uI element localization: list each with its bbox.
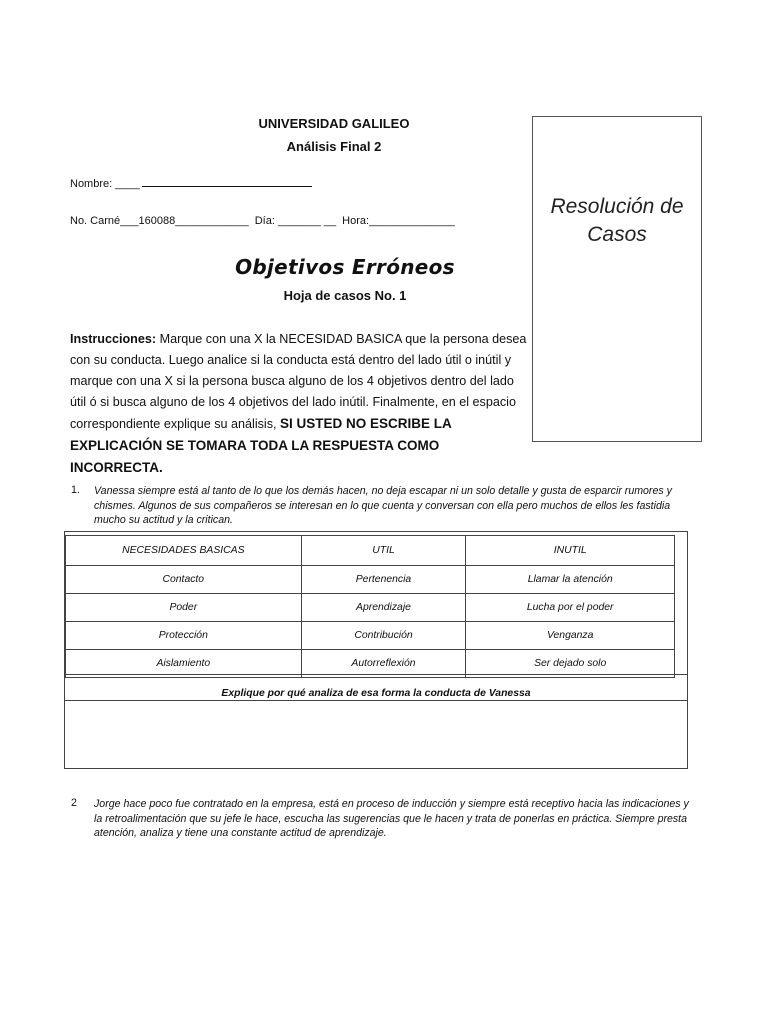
table-cell[interactable]: Aislamiento [66, 650, 302, 678]
column-header-useless: INUTIL [466, 536, 675, 566]
explanation-prompt: Explique por qué analiza de esa forma la conducta de Vanessa [64, 674, 688, 701]
instructions-label: Instrucciones: [70, 332, 157, 346]
table-cell[interactable]: Poder [66, 594, 302, 622]
case-resolution-box [532, 116, 702, 442]
case-1-text: Vanessa siempre está al tanto de lo que los demás hacen, no deja escapar ni un solo detalle y gusta de esparcir rumores y chismes. Algunos de sus compañeros se interesan en lo que cuenta y conversan con ella pero muchos de ellos les fastidia mucho su actitud y la critican. [94, 485, 672, 526]
table-cell[interactable]: Aprendizaje [301, 594, 466, 622]
university-name: UNIVERSIDAD GALILEO [258, 116, 410, 131]
table-cell[interactable]: Autorreflexión [301, 650, 466, 678]
document-subtitle: Hoja de casos No. 1 [283, 288, 407, 303]
student-id-row: No. Carné___160088____________ Día: _______ __ Hora:______________ [70, 215, 455, 227]
name-label: Nombre: ____ [70, 178, 140, 190]
table-cell[interactable]: Contribución [301, 622, 466, 650]
case-2-number: 2 [71, 797, 77, 809]
table-cell[interactable]: Lucha por el poder [466, 594, 675, 622]
column-header-useful: UTIL [301, 536, 466, 566]
table-cell[interactable]: Ser dejado solo [466, 650, 675, 678]
case-resolution-title-line1: Resolución de [550, 195, 684, 218]
case-resolution-title-line2: Casos [587, 223, 647, 246]
name-field-row [70, 177, 312, 190]
instructions-warning: SI USTED NO ESCRIBE LA EXPLICACIÓN SE TOMARA TODA LA RESPUESTA COMO INCORRECTA. [70, 416, 452, 475]
table-cell[interactable]: Protección [66, 622, 302, 650]
table-cell[interactable]: Venganza [466, 622, 675, 650]
needs-table [65, 535, 675, 678]
case-2-text: Jorge hace poco fue contratado en la empresa, está en proceso de inducción y siempre está receptivo hacia las indicaciones y la retroalimentación que su jefe le hace, escucha las sugerencias que le hacen y trata de ponerlas en práctica. Siempre presta atención, analiza y tiene una constante actitud de aprendizaje. [94, 798, 689, 839]
table-cell[interactable]: Llamar la atención [466, 566, 675, 594]
table-row [66, 622, 675, 650]
table-row [66, 594, 675, 622]
table-cell[interactable]: Contacto [66, 566, 302, 594]
exam-title: Análisis Final 2 [286, 139, 382, 154]
instructions-paragraph [70, 329, 530, 479]
name-input-line[interactable] [142, 177, 312, 187]
column-header-needs: NECESIDADES BASICAS [66, 536, 302, 566]
instructions-body: Marque con una X la NECESIDAD BASICA que la persona desea con su conducta. Luego analice si la conducta está dentro del lado útil o inútil y marque con una X si la persona busca alguno de los 4 objetivos dentro del lado útil ó si busca alguno de los 4 objetivos del lado inútil. Finalmente, en el espacio correspondiente explique su análisis, [70, 332, 527, 431]
table-header-row [66, 536, 675, 566]
case-1-number: 1. [71, 484, 80, 496]
table-row [66, 566, 675, 594]
case-resolution-title [533, 193, 701, 249]
table-cell[interactable]: Pertenencia [301, 566, 466, 594]
document-title: Objetivos Erróneos [235, 255, 455, 279]
